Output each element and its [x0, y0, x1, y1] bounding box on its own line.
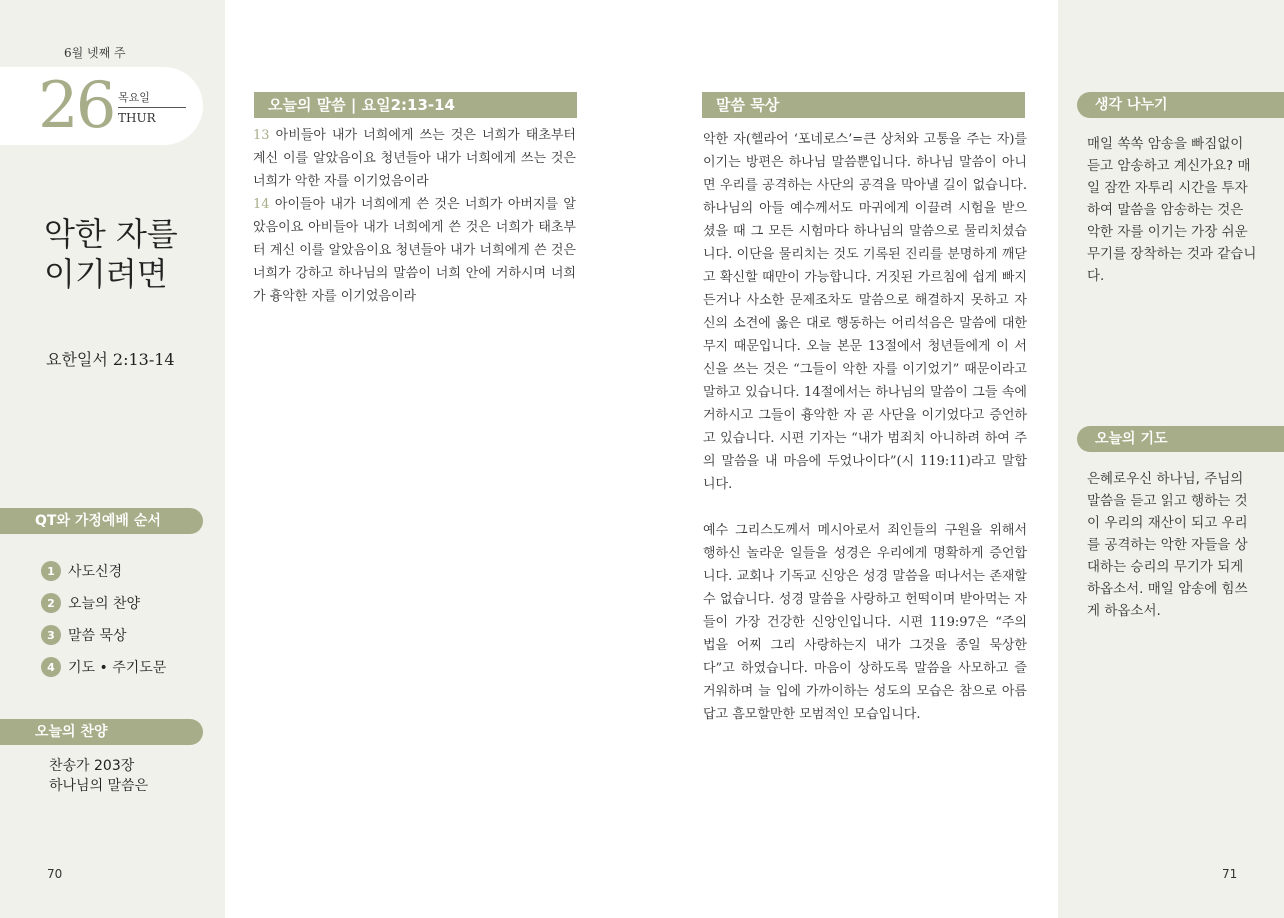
number-badge: 2 — [41, 593, 61, 613]
number-badge: 1 — [41, 561, 61, 581]
order-list — [41, 555, 166, 683]
list-item — [41, 587, 166, 619]
page-title — [44, 214, 178, 294]
day-number: 26 — [38, 69, 114, 143]
meditation-text — [703, 128, 1027, 726]
verse — [253, 124, 576, 193]
order-header: QT와 가정예배 순서 — [0, 508, 203, 534]
date-divider — [118, 107, 186, 108]
title-line-1: 악한 자를 — [44, 215, 178, 253]
page-number-left: 70 — [47, 867, 63, 881]
hymn-info — [49, 756, 148, 796]
hymn-title: 하나님의 말씀은 — [49, 778, 149, 794]
page-number-right: 71 — [1222, 867, 1238, 881]
list-item-label: 말씀 묵상 — [68, 628, 127, 644]
hymn-number: 찬송가 203장 — [49, 758, 135, 774]
verse-number: 14 — [253, 197, 270, 212]
weekday-korean: 목요일 — [118, 91, 150, 104]
list-item-label: 사도신경 — [68, 564, 123, 580]
meditation-header: 말씀 묵상 — [702, 92, 1025, 118]
list-item — [41, 555, 166, 587]
verse-text: 아비들아 내가 너희에게 쓰는 것은 너희가 태초부터 계신 이를 알았음이요 청년들아 내가 너희에게 쓰는 것은 너희가 악한 자를 이기었음이라 — [253, 128, 576, 189]
week-label: 6월 넷째 주 — [64, 46, 126, 60]
list-item-label: 기도 • 주기도문 — [68, 660, 167, 676]
scripture-reference: 요한일서 2:13-14 — [46, 350, 175, 369]
verse-number: 13 — [253, 128, 270, 143]
meditation-paragraph-1: 악한 자(헬라어 ‘포네로스’=큰 상처와 고통을 주는 자)를 이기는 방편은 하나님 말씀뿐입니다. 하나님 말씀이 아니면 우리를 공격하는 사단의 공격을 막아낼 길이 없습니다. 하나님의 아들 예수께서도 마귀에게 이끌려 시험을 받으셨을 때 그 모든 시험마다 하나님의 말씀으로 물리치셨습니다. 이단을 물리치는 것도 기록된 진리를 분명하게 깨닫고 확신할 때만이 가능합니다. 거짓된 가르침에 쉽게 빠지든거나 사소한 문제조차도 말씀으로 해결하지 못하고 자신의 소견에 옳은 대로 행동하는 어리석음은 말씀에 대한 무지 때문입니다. 오늘 본문 13절에서 청년들에게 이 서신을 쓰는 것은 “그들이 악한 자를 이기었기” 때문이라고 말하고 있습니다. 14절에서는 하나님의 말씀이 그들 속에 거하시고 그들이 흉악한 자 곧 사단을 이기었다고 증언하고 있습니다. 시편 기자는 “내가 범죄치 아니하려 하여 주의 말씀을 내 마음에 두었나이다”(시 119:11)라고 말합니다. — [703, 132, 1027, 492]
prayer-text: 은혜로우신 하나님, 주님의 말씀을 듣고 읽고 행하는 것이 우리의 재산이 되고 우리를 공격하는 악한 자들을 상대하는 승리의 무기가 되게 하옵소서. 매일 암송에 힘쓰게 하옵소서. — [1087, 471, 1248, 619]
share-header: 생각 나누기 — [1077, 92, 1284, 118]
share-text: 매일 쏙쏙 암송을 빠짐없이 듣고 암송하고 계신가요? 매일 잠깐 자투리 시간을 투자하여 말씀을 암송하는 것은 악한 자를 이기는 가장 쉬운 무기를 장착하는 것과 같습니다. — [1087, 136, 1257, 284]
list-item — [41, 619, 166, 651]
hymn-header: 오늘의 찬양 — [0, 719, 203, 745]
word-of-day-header: 오늘의 말씀 | 요일2:13-14 — [254, 92, 577, 118]
verse — [253, 193, 576, 308]
weekday-english: THUR — [118, 111, 156, 125]
number-badge: 4 — [41, 657, 61, 677]
list-item-label: 오늘의 찬양 — [68, 596, 141, 612]
scripture-text — [253, 124, 576, 308]
verse-text: 아이들아 내가 너희에게 쓴 것은 너희가 아버지를 알았음이요 아비들아 내가 너희에게 쓴 것은 너희가 태초부터 계신 이를 알았음이요 청년들아 내가 너희에게 쓴 것은 너희가 강하고 하나님의 말씀이 너희 안에 거하시며 너희가 흉악한 자를 이기었음이라 — [253, 197, 576, 304]
list-item — [41, 651, 166, 683]
prayer-header: 오늘의 기도 — [1077, 426, 1284, 452]
meditation-paragraph-2: 예수 그리스도께서 메시아로서 죄인들의 구원을 위해서 행하신 놀라운 일들을 성경은 우리에게 명확하게 증언합니다. 교회나 기독교 신앙은 성경 말씀을 떠나서는 존재할 수 없습니다. 성경 말씀을 사랑하고 헌떡이며 받아먹는 자들이 가장 건강한 신앙인입니다. 시편 119:97은 “주의 법을 어찌 그리 사랑하는지 내가 그것을 종일 묵상한다”고 하였습니다. 마음이 상하도록 말씀을 사모하고 즐거워하며 늘 입에 가까이하는 성도의 모습은 참으로 아름답고 흠모할만한 모범적인 모습입니다. — [703, 523, 1027, 722]
title-line-2: 이기려면 — [44, 255, 168, 293]
number-badge: 3 — [41, 625, 61, 645]
